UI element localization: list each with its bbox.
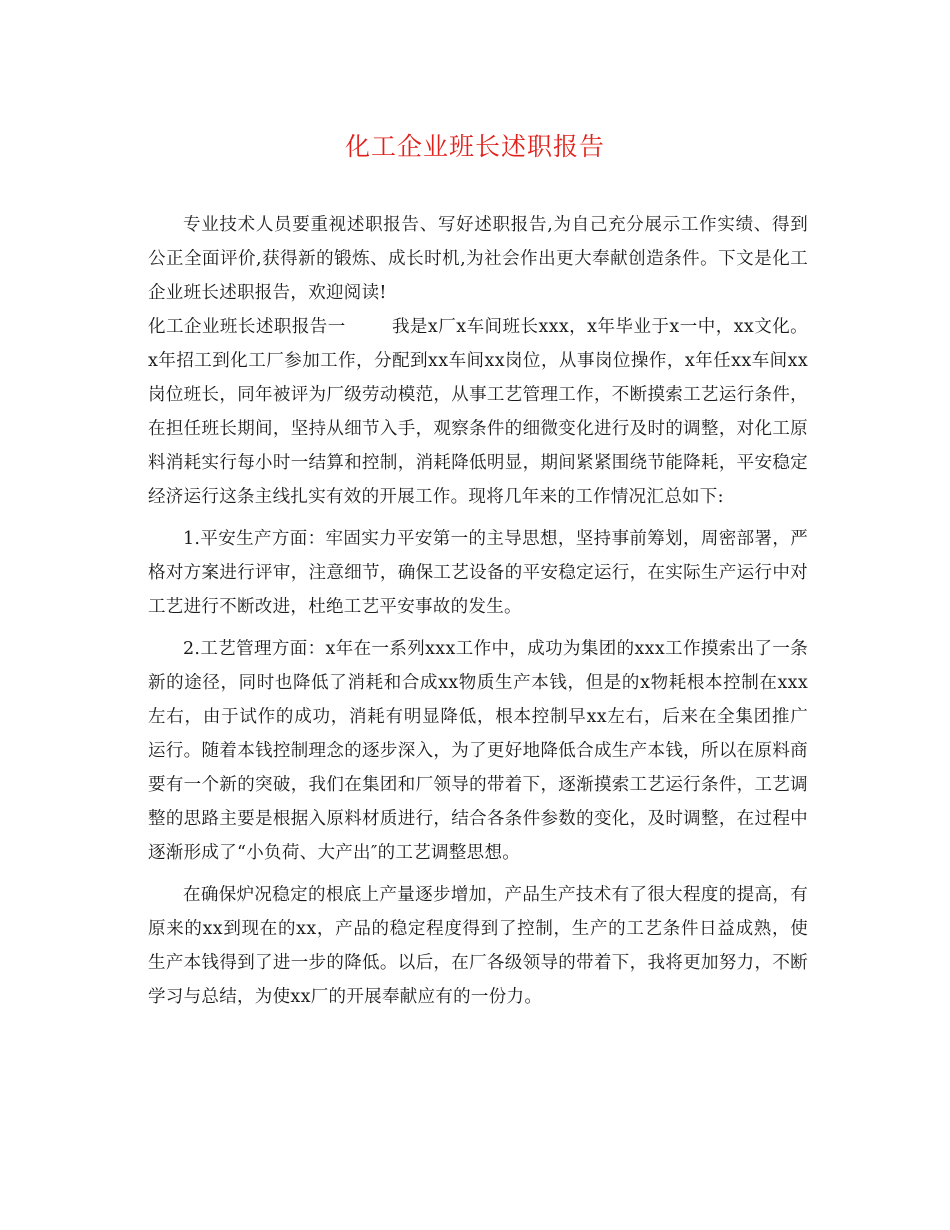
report-first-paragraph: 我是x厂x车间班长xxx，x年毕业于x一中，xx文化。x年招工到化工厂参加工作，分配到xx车间xx岗位，从事岗位操作，x年任xx车间xx岗位班长，同年被评为厂级劳动模范，从事工艺管理工作，不断摸索工艺运行条件，在担任班长期间，坚持从细节入手，观察条件的细微变化进行及时的调整，对化工原料消耗实行每小时一结算和控制，消耗降低明显，期间紧紧围绕节能降耗，平安稳定经济运行这条主线扎实有效的开展工作。现将几年来的工作情况汇总如下: (148, 317, 808, 507)
process-management-paragraph: 2.工艺管理方面：x年在一系列xxx工作中，成功为集团的xxx工作摸索出了一条新的途径，同时也降低了消耗和合成xx物质生产本钱，但是的x物耗根本控制在xxx左右，由于试作的成功，消耗有明显降低，根本控制早xx左右，后来在全集团推广运行。随着本钱控制理念的逐步深入，为了更好地降低合成生产本钱，所以在原料商要有一个新的突破，我们在集团和厂领导的带着下，逐渐摸索工艺运行条件，工艺调整的思路主要是根据入原料材质进行，结合各条件参数的变化，及时调整，在过程中逐渐形成了“小负荷、大产出″的工艺调整思想。 (148, 639, 808, 863)
closing-paragraph: 在确保炉况稳定的根底上产量逐步增加，产品生产技术有了很大程度的提高，有原来的xx到现在的xx，产品的稳定程度得到了控制，生产的工艺条件日益成熟，使生产本钱得到了进一步的降低。以后，在厂各级领导的带着下，我将更加努力，不断学习与总结，为使xx厂的开展奉献应有的一份力。 (148, 885, 808, 1007)
safety-production-paragraph: 1.平安生产方面：牢固实力平安第一的主导思想，坚持事前筹划，周密部署，严格对方案进行评审，注意细节，确保工艺设备的平安稳定运行，在实际生产运行中对工艺进行不断改进，杜绝工艺平安事故的发生。 (148, 529, 808, 617)
document-title: 化工企业班长述职报告 (344, 132, 605, 161)
document-body (148, 208, 808, 1022)
report-heading: 化工企业班长述职报告一 (148, 317, 346, 337)
report-section-paragraph (148, 310, 808, 514)
intro-paragraph: 专业技术人员要重视述职报告、写好述职报告,为自己充分展示工作实绩、得到公正全面评价,获得新的锻炼、成长时机,为社会作出更大奉献创造条件。下文是化工企业班长述职报告，欢迎阅读! (148, 215, 808, 303)
